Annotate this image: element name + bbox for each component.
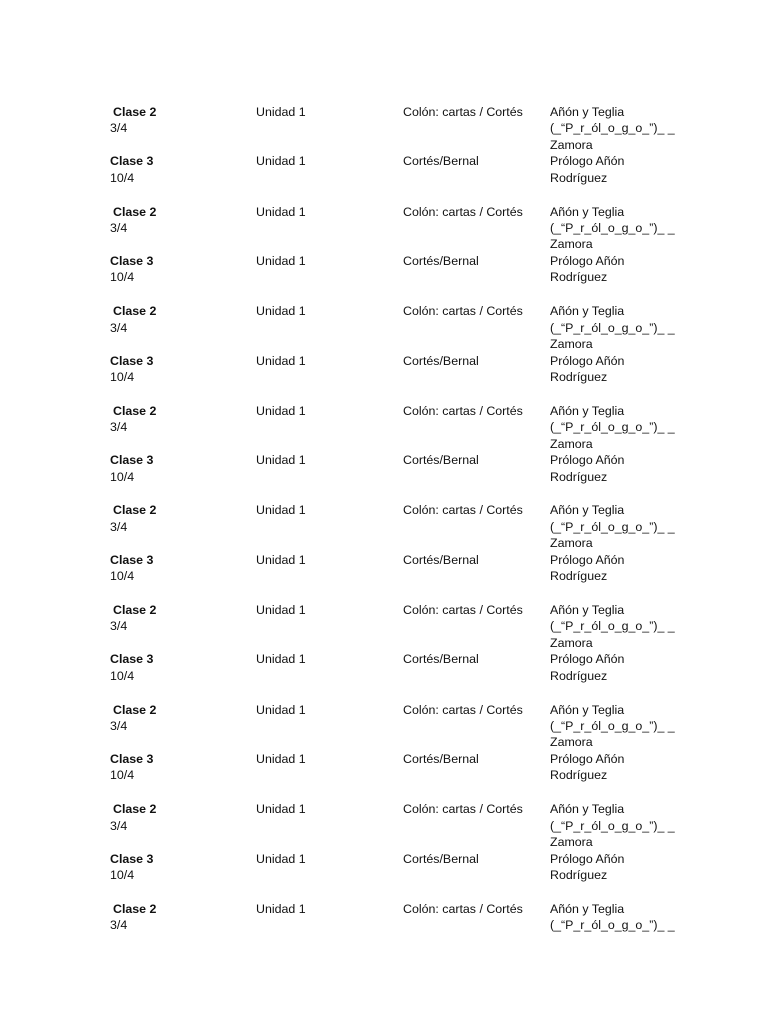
topic-cell: Colón: cartas / Cortés <box>403 204 523 219</box>
unit-cell: Unidad 1 <box>256 652 306 667</box>
class-label: Clase 2 <box>113 304 157 319</box>
class-date: 10/4 <box>110 370 135 384</box>
class-cell <box>110 303 156 336</box>
reading-line: Añón y Teglia <box>550 204 625 219</box>
schedule-row <box>110 204 710 252</box>
unit-cell: Unidad 1 <box>256 403 306 418</box>
class-cell <box>110 901 156 934</box>
reading-line: Zamora <box>550 536 593 551</box>
reading-line: Añón y Teglia <box>550 802 625 817</box>
class-date: 3/4 <box>110 320 128 335</box>
schedule-row <box>110 403 710 451</box>
reading-line: Añón y Teglia <box>550 105 625 119</box>
reading-line: Añón y Teglia <box>550 901 625 916</box>
reading-line: Prólogo Añón <box>550 154 625 169</box>
class-date: 3/4 <box>110 420 128 435</box>
topic-cell: Colón: cartas / Cortés <box>403 802 523 817</box>
unit-cell: Unidad 1 <box>256 552 306 567</box>
class-cell <box>110 452 153 485</box>
topic-cell: Cortés/Bernal <box>403 353 479 368</box>
reading-cell <box>550 253 624 286</box>
unit-cell: Unidad 1 <box>256 802 306 817</box>
reading-cell <box>550 552 624 585</box>
reading-line: Zamora <box>550 835 593 849</box>
class-date: 10/4 <box>110 668 135 683</box>
reading-line: Prólogo Añón <box>550 752 625 766</box>
class-label: Clase 3 <box>110 652 154 667</box>
reading-line: (_“P_r_ól_o_g_o_”)_ _ <box>550 918 675 933</box>
reading-cell <box>550 104 675 153</box>
reading-line: (_“P_r_ól_o_g_o_”)_ _ <box>550 121 675 136</box>
schedule-row <box>110 552 710 600</box>
schedule-row <box>110 253 710 301</box>
class-cell <box>110 204 156 237</box>
unit-cell: Unidad 1 <box>256 304 306 319</box>
class-label: Clase 2 <box>113 603 157 617</box>
reading-cell <box>550 651 624 684</box>
reading-line: Prólogo Añón <box>550 552 625 567</box>
topic-cell: Colón: cartas / Cortés <box>403 503 523 518</box>
unit-cell: Unidad 1 <box>256 353 306 368</box>
class-label: Clase 3 <box>110 353 154 368</box>
schedule-row <box>110 452 710 500</box>
reading-line: Rodríguez <box>550 370 608 384</box>
reading-cell <box>550 502 675 551</box>
topic-cell: Cortés/Bernal <box>403 552 479 567</box>
class-date: 10/4 <box>110 569 135 584</box>
topic-cell: Colón: cartas / Cortés <box>403 702 523 717</box>
reading-cell <box>550 303 675 352</box>
topic-cell: Colón: cartas / Cortés <box>403 901 523 916</box>
class-label: Clase 3 <box>110 752 154 766</box>
reading-line: (_“P_r_ól_o_g_o_”)_ _ <box>550 619 675 634</box>
reading-line: Prólogo Añón <box>550 254 625 268</box>
topic-cell: Colón: cartas / Cortés <box>403 403 523 418</box>
class-date: 3/4 <box>110 519 128 534</box>
class-cell <box>110 851 153 884</box>
unit-cell: Unidad 1 <box>256 105 306 119</box>
unit-cell: Unidad 1 <box>256 204 306 219</box>
reading-line: Añón y Teglia <box>550 603 625 617</box>
schedule-row <box>110 502 710 550</box>
reading-cell <box>550 452 624 485</box>
reading-line: (_“P_r_ól_o_g_o_”)_ _ <box>550 320 675 335</box>
topic-cell: Cortés/Bernal <box>403 752 479 766</box>
class-cell <box>110 403 156 436</box>
topic-cell: Colón: cartas / Cortés <box>403 105 523 119</box>
unit-cell: Unidad 1 <box>256 702 306 717</box>
class-date: 10/4 <box>110 868 135 882</box>
class-date: 10/4 <box>110 768 135 783</box>
schedule-row <box>110 901 710 949</box>
schedule-row <box>110 801 710 849</box>
reading-line: Zamora <box>550 137 593 152</box>
class-date: 3/4 <box>110 121 128 136</box>
reading-line: Añón y Teglia <box>550 503 625 518</box>
reading-line: Prólogo Añón <box>550 851 625 866</box>
topic-cell: Cortés/Bernal <box>403 154 479 169</box>
class-date: 3/4 <box>110 221 128 235</box>
reading-cell <box>550 403 675 452</box>
reading-line: Rodríguez <box>550 270 608 285</box>
unit-cell: Unidad 1 <box>256 603 306 617</box>
reading-cell <box>550 851 624 884</box>
class-label: Clase 2 <box>113 702 157 717</box>
reading-line: Prólogo Añón <box>550 652 625 667</box>
class-label: Clase 3 <box>110 851 154 866</box>
reading-line: (_“P_r_ól_o_g_o_”)_ _ <box>550 221 675 235</box>
topic-cell: Cortés/Bernal <box>403 254 479 268</box>
class-cell <box>110 153 153 186</box>
reading-cell <box>550 702 675 751</box>
schedule-row <box>110 651 710 699</box>
schedule-row <box>110 303 710 351</box>
reading-line: Rodríguez <box>550 170 608 185</box>
unit-cell: Unidad 1 <box>256 752 306 766</box>
class-label: Clase 2 <box>113 403 157 418</box>
reading-line: Zamora <box>550 237 593 252</box>
reading-line: Añón y Teglia <box>550 403 625 418</box>
reading-line: Zamora <box>550 635 593 650</box>
class-cell <box>110 751 153 784</box>
reading-line: Añón y Teglia <box>550 304 625 319</box>
topic-cell: Cortés/Bernal <box>403 851 479 866</box>
reading-line: Zamora <box>550 337 593 351</box>
unit-cell: Unidad 1 <box>256 901 306 916</box>
unit-cell: Unidad 1 <box>256 453 306 468</box>
class-cell <box>110 602 156 635</box>
schedule-row <box>110 153 710 201</box>
reading-line: (_“P_r_ól_o_g_o_”)_ _ <box>550 719 675 733</box>
class-label: Clase 3 <box>110 453 154 468</box>
class-date: 3/4 <box>110 918 128 933</box>
reading-line: Rodríguez <box>550 768 608 783</box>
reading-line: Prólogo Añón <box>550 453 625 468</box>
reading-line: Rodríguez <box>550 469 608 484</box>
reading-line: Rodríguez <box>550 868 608 882</box>
class-label: Clase 2 <box>113 204 157 219</box>
schedule-row <box>110 751 710 799</box>
class-cell <box>110 702 156 735</box>
schedule-row <box>110 602 710 650</box>
class-cell <box>110 801 156 834</box>
unit-cell: Unidad 1 <box>256 851 306 866</box>
class-cell <box>110 502 156 535</box>
reading-line: (_“P_r_ól_o_g_o_”)_ _ <box>550 519 675 534</box>
reading-line: Prólogo Añón <box>550 353 625 368</box>
class-date: 3/4 <box>110 619 128 634</box>
reading-line: (_“P_r_ól_o_g_o_”)_ _ <box>550 420 675 435</box>
schedule-row <box>110 702 710 750</box>
reading-line: Rodríguez <box>550 569 608 584</box>
reading-cell <box>550 153 624 186</box>
reading-line: Zamora <box>550 735 593 750</box>
class-cell <box>110 104 156 137</box>
reading-cell <box>550 801 675 850</box>
class-date: 10/4 <box>110 469 135 484</box>
reading-line: (_“P_r_ól_o_g_o_”)_ _ <box>550 818 675 833</box>
class-date: 3/4 <box>110 818 128 833</box>
topic-cell: Colón: cartas / Cortés <box>403 603 523 617</box>
reading-line: Zamora <box>550 436 593 451</box>
class-label: Clase 2 <box>113 901 157 916</box>
reading-line: Añón y Teglia <box>550 702 625 717</box>
reading-cell <box>550 353 624 386</box>
class-label: Clase 2 <box>113 802 157 817</box>
reading-line: Rodríguez <box>550 668 608 683</box>
class-label: Clase 3 <box>110 552 154 567</box>
unit-cell: Unidad 1 <box>256 503 306 518</box>
class-label: Clase 3 <box>110 154 154 169</box>
reading-cell <box>550 901 675 934</box>
class-date: 3/4 <box>110 719 128 733</box>
class-cell <box>110 552 153 585</box>
reading-cell <box>550 204 675 253</box>
topic-cell: Cortés/Bernal <box>403 652 479 667</box>
schedule-row <box>110 353 710 401</box>
class-cell <box>110 651 153 684</box>
class-date: 10/4 <box>110 270 135 285</box>
reading-cell <box>550 751 624 784</box>
topic-cell: Colón: cartas / Cortés <box>403 304 523 319</box>
unit-cell: Unidad 1 <box>256 154 306 169</box>
class-cell <box>110 353 153 386</box>
class-date: 10/4 <box>110 170 135 185</box>
schedule-row <box>110 851 710 899</box>
reading-cell <box>550 602 675 651</box>
topic-cell: Cortés/Bernal <box>403 453 479 468</box>
class-label: Clase 3 <box>110 254 154 268</box>
class-label: Clase 2 <box>113 503 157 518</box>
class-cell <box>110 253 153 286</box>
class-label: Clase 2 <box>113 105 157 119</box>
unit-cell: Unidad 1 <box>256 254 306 268</box>
schedule-row <box>110 104 710 152</box>
